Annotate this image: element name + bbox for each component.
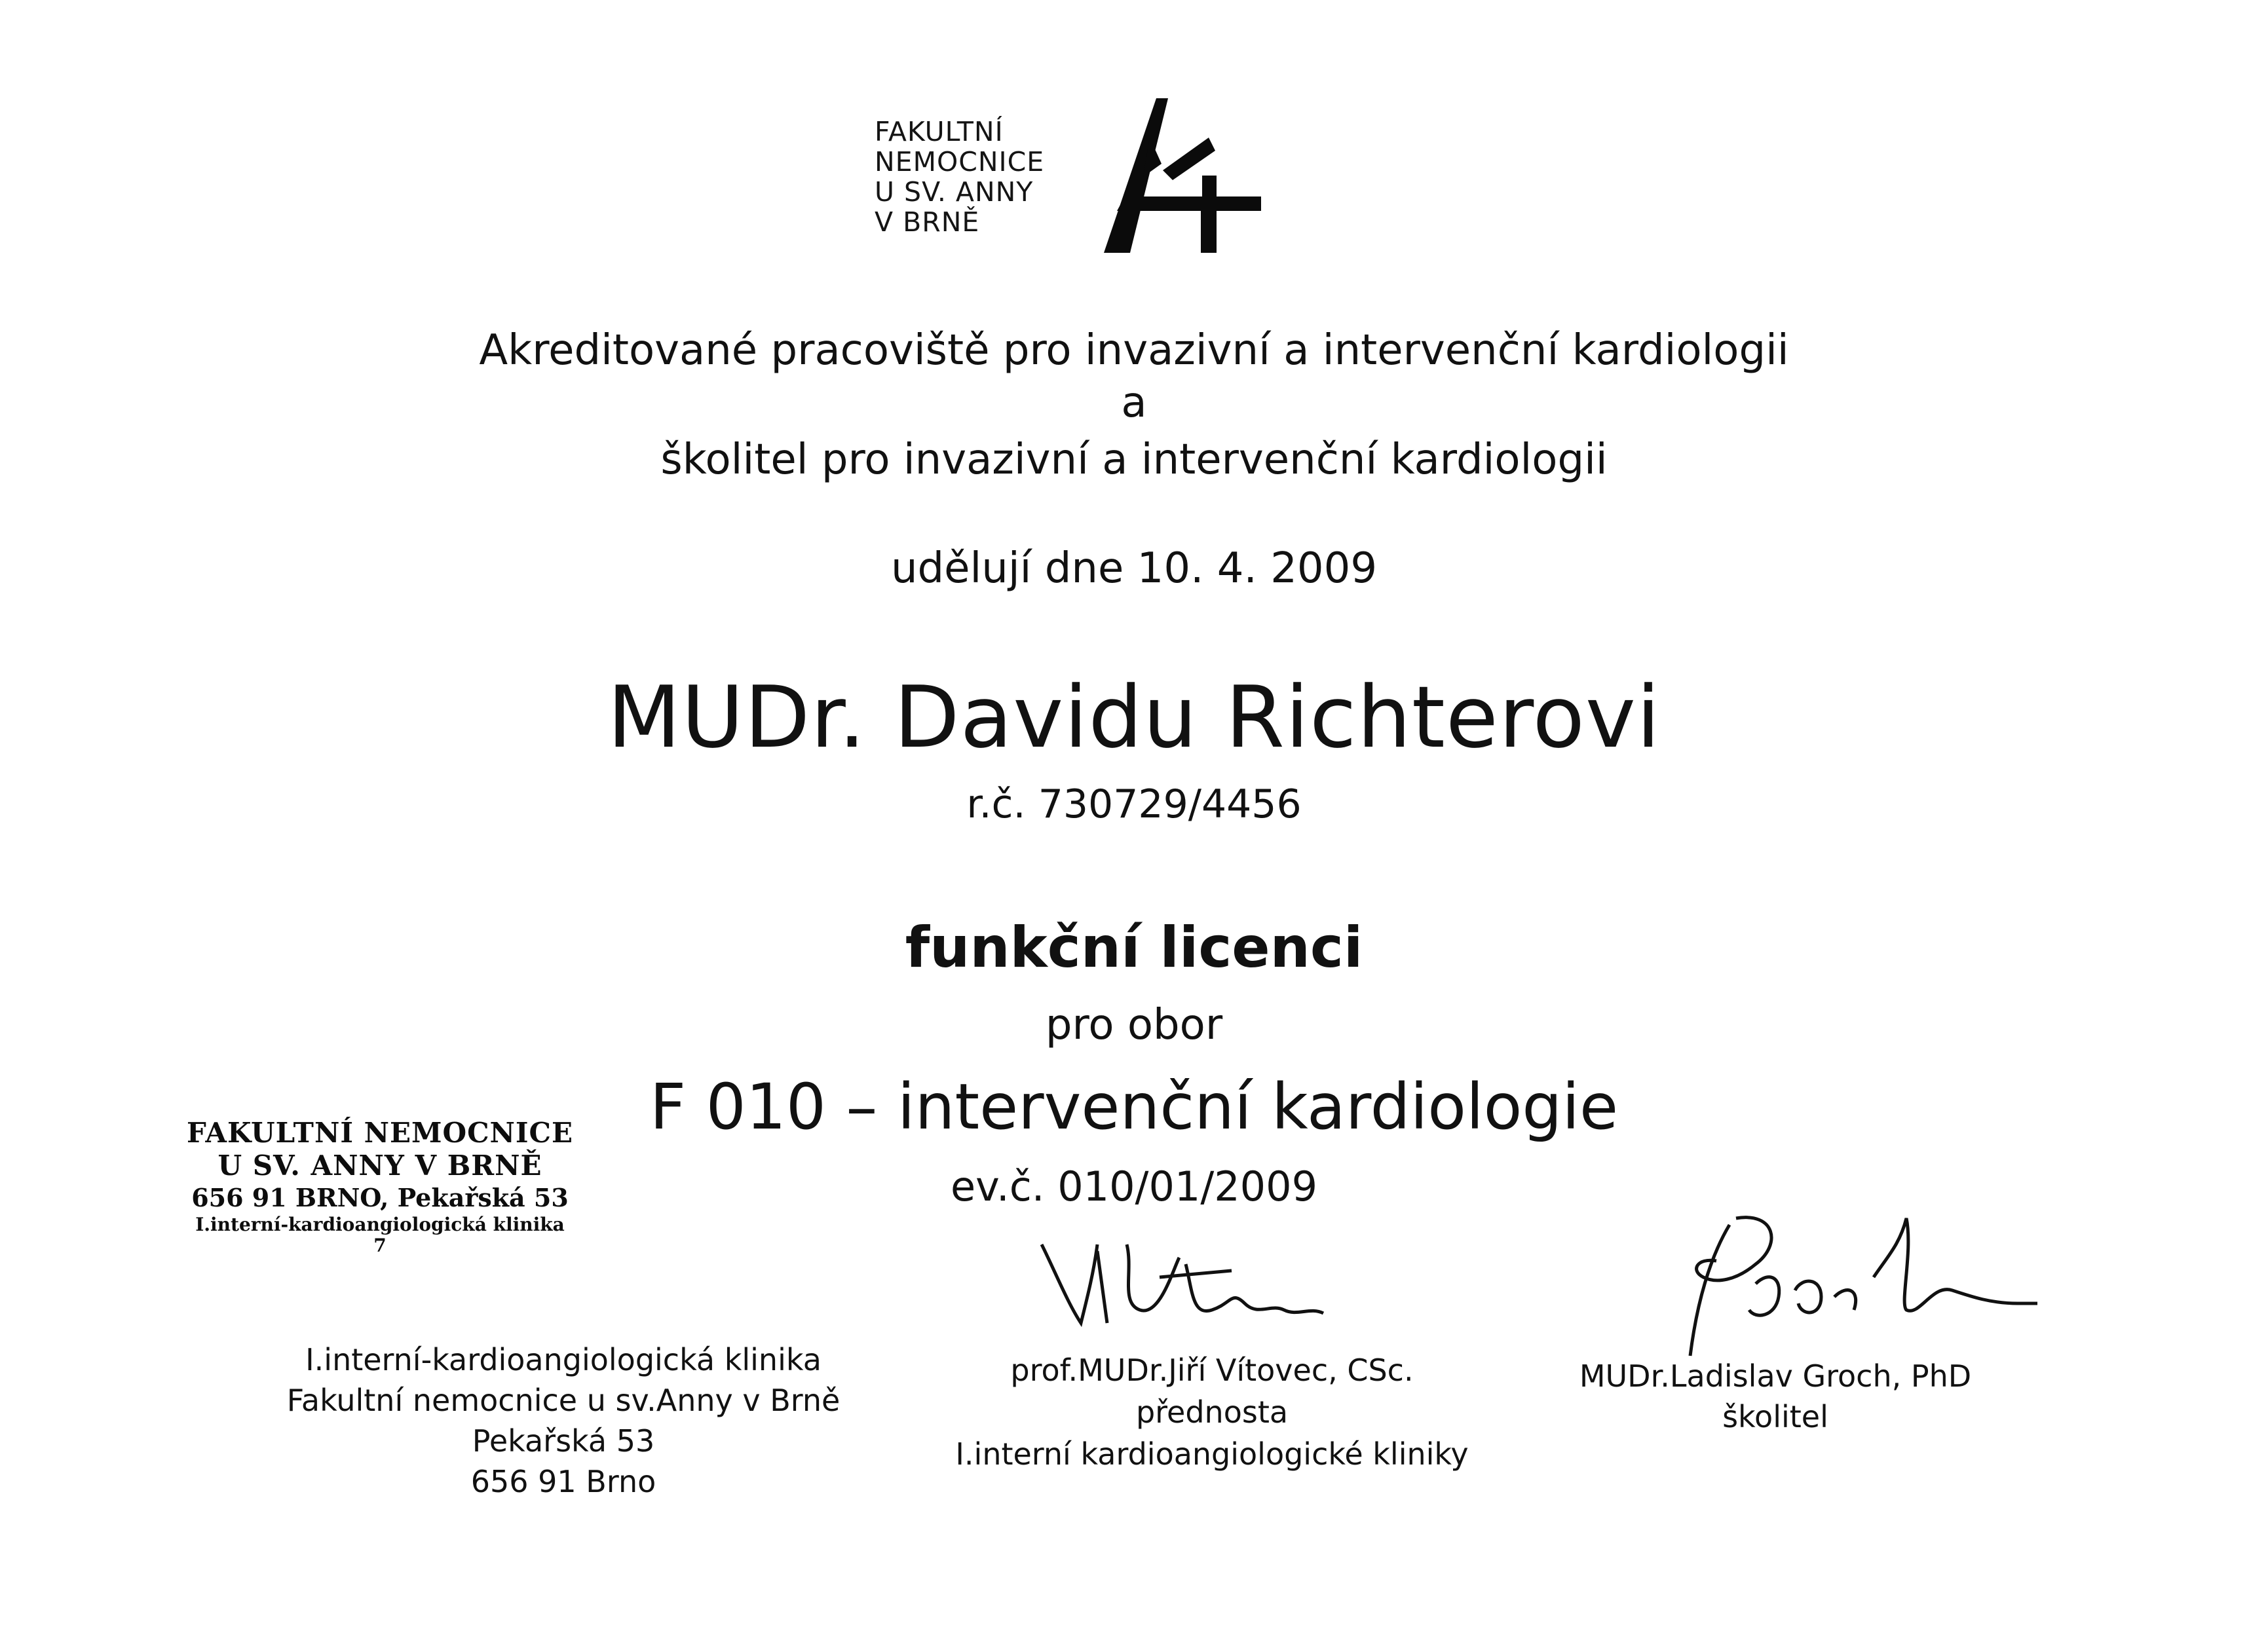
address-line: Pekařská 53	[472, 1423, 655, 1459]
logo-line: FAKULTNÍ	[875, 116, 1004, 147]
signatory-name: MUDr.Ladislav Groch, PhD	[1579, 1358, 1972, 1394]
signatory-role: školitel	[1722, 1399, 1828, 1434]
address-block	[216, 1339, 911, 1502]
stamp-line: FAKULTNÍ NEMOCNICE	[187, 1117, 573, 1149]
address-line: I.interní-kardioangiologická klinika	[305, 1342, 822, 1377]
registration-number: ev.č. 010/01/2009	[950, 1163, 1318, 1210]
address-line: 656 91 Brno	[470, 1464, 656, 1499]
for-field-label: pro obor	[1045, 1001, 1223, 1049]
signatory-name: prof.MUDr.Jiří Vítovec, CSc.	[1010, 1353, 1414, 1388]
award-date: udělují dne 10. 4. 2009	[890, 544, 1378, 593]
logo-line: U SV. ANNY	[875, 176, 1034, 208]
logo-text	[875, 117, 1044, 237]
accreditation-line: Akreditované pracoviště pro invazivní a intervenční kardiologii	[479, 326, 1789, 375]
signatory-role: přednosta	[1135, 1394, 1289, 1430]
hospital-logo-mark-icon	[1051, 98, 1261, 255]
address-line: Fakultní nemocnice u sv.Anny v Brně	[286, 1383, 841, 1418]
recipient-name: MUDr. Davidu Richterovi	[607, 667, 1661, 767]
signatory-head-of-clinic	[878, 1349, 1546, 1475]
hospital-logo	[875, 98, 1261, 255]
personal-id: r.č. 730729/4456	[966, 781, 1302, 827]
hospital-stamp	[151, 1117, 609, 1256]
handwritten-signature-icon	[1035, 1231, 1330, 1336]
conjunction: a	[1121, 379, 1147, 427]
signatory-trainer	[1507, 1356, 2044, 1437]
stamp-line: 656 91 BRNO, Pekařská 53	[191, 1183, 569, 1212]
stamp-line: U SV. ANNY V BRNĚ	[217, 1149, 542, 1182]
handwritten-signature-icon	[1625, 1205, 2044, 1369]
field-name: F 010 – intervenční kardiologie	[649, 1070, 1619, 1144]
trainer-line: školitel pro invazivní a intervenční kardiologii	[660, 436, 1608, 484]
logo-line: V BRNĚ	[875, 206, 980, 238]
logo-line: NEMOCNICE	[875, 146, 1045, 177]
stamp-line: I.interní-kardioangiologická klinika	[195, 1214, 565, 1235]
stamp-line: 7	[373, 1235, 387, 1256]
license-title: funkční licenci	[905, 915, 1363, 981]
signatory-unit: I.interní kardioangiologické kliniky	[955, 1436, 1469, 1472]
